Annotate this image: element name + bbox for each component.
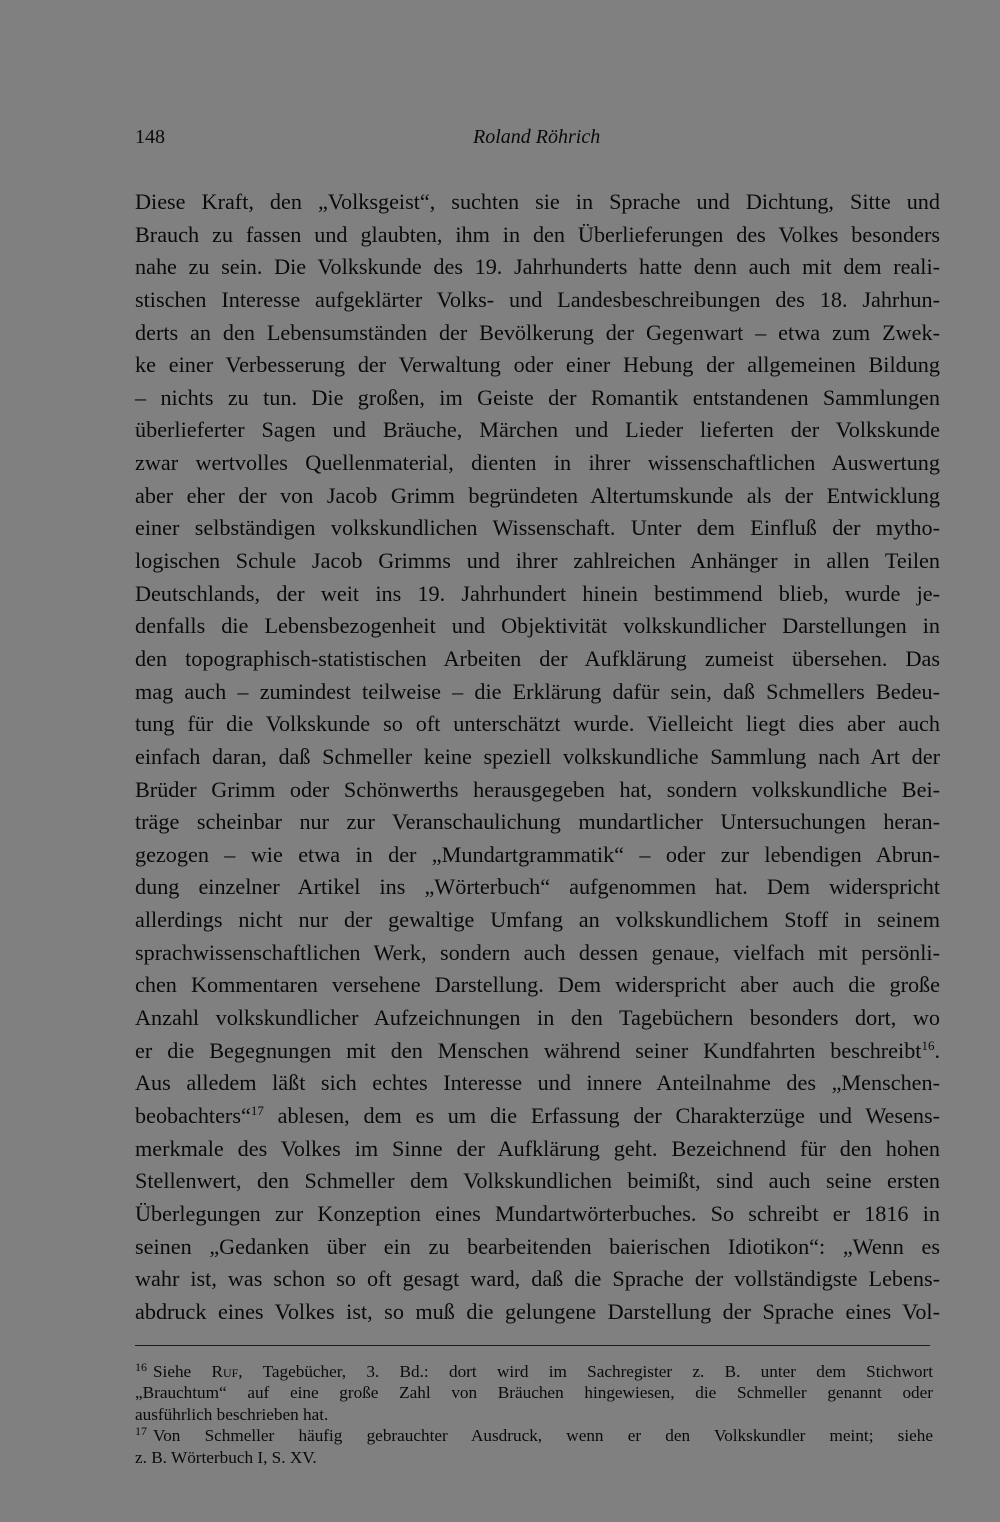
page-header [135, 126, 940, 156]
text-line: derts an den Lebensumständen der Bevölkerung der Gegenwart – etwa zum Zwek- [135, 319, 940, 345]
text-line: denfalls die Lebensbezogenheit und Objektivität volkskundlicher Darstellungen in [135, 613, 940, 639]
text-line: stischen Interesse aufgeklärter Volks- und Landesbeschreibungen des 18. Jahrhun- [135, 286, 940, 312]
footnote-ref-16[interactable]: 16 [921, 1037, 935, 1053]
running-head: Roland Röhrich [473, 126, 601, 148]
text-line: chen Kommentaren versehene Darstellung. Dem widerspricht aber auch die große [135, 972, 940, 998]
footnote-text: , Tagebücher, 3. Bd.: dort wird im Sachregister z. B. unter dem Stichwort [238, 1362, 933, 1381]
text-line: überlieferter Sagen und Bräuche, Märchen und Lieder lieferten der Volkskunde [135, 417, 940, 443]
text-line: träge scheinbar nur zur Veranschaulichung mundartlicher Untersuchungen heran- [135, 809, 940, 835]
text-line: gezogen – wie etwa in der „Mundartgrammatik“ – oder zur lebendigen Abrun- [135, 841, 940, 867]
text-line: Aus alledem läßt sich echtes Interesse und innere Anteilnahme des „Menschen- [135, 1070, 940, 1096]
text-line: Deutschlands, der weit ins 19. Jahrhundert hinein bestimmend blieb, wurde je- [135, 580, 940, 606]
text-line: logischen Schule Jacob Grimms und ihrer zahlreichen Anhänger in allen Teilen [135, 548, 940, 574]
text-line: Stellenwert, den Schmeller dem Volkskundlichen beimißt, sind auch seine ersten [135, 1168, 940, 1194]
footnote-number-16: 16 [135, 1360, 147, 1374]
footnote-ref-17[interactable]: 17 [250, 1102, 264, 1118]
text-line: Brauch zu fassen und glaubten, ihm in den Überlieferungen des Volkes besonders [135, 221, 940, 247]
text-line: dung einzelner Artikel ins „Wörterbuch“ aufgenommen hat. Dem widerspricht [135, 874, 940, 900]
text-line: Anzahl volkskundlicher Aufzeichnungen in den Tagebüchern besonders dort, wo [135, 1005, 940, 1031]
footnote-divider [135, 1345, 930, 1346]
text-line: einfach daran, daß Schmeller keine speziell volkskundliche Sammlung nach Art der [135, 743, 940, 769]
text-line: zwar wertvolles Quellenmaterial, dienten in ihrer wissenschaftlichen Auswertung [135, 450, 940, 476]
text-line: seinen „Gedanken über ein zu bearbeitenden baierischen Idiotikon“: „Wenn es [135, 1233, 940, 1259]
text-line-tail: . [934, 1037, 940, 1063]
text-line-head: beobachters“ [135, 1102, 251, 1128]
footnote-17-line [135, 1425, 933, 1446]
text-line: abdruck eines Volkes ist, so muß die gelungene Darstellung der Sprache eines Vol- [135, 1298, 940, 1324]
main-text [135, 186, 940, 1328]
footnote-16-line [135, 1361, 933, 1382]
text-line: aber eher der von Jacob Grimm begründeten Altertumskunde als der Entwicklung [135, 482, 940, 508]
footnotes [135, 1361, 933, 1468]
page-number: 148 [135, 126, 165, 148]
footnote-text: Siehe [153, 1362, 212, 1381]
text-line: Brüder Grimm oder Schönwerths herausgegeben hat, sondern volkskundliche Bei- [135, 776, 940, 802]
footnote-16-line: „Brauchtum“ auf eine große Zahl von Bräuchen hingewiesen, die Schmeller genannt oder [135, 1383, 933, 1403]
text-line: wahr ist, was schon so oft gesagt ward, daß die Sprache der vollständigste Lebens- [135, 1266, 940, 1292]
footnote-text: Von Schmeller häufig gebrauchter Ausdruck, wenn er den Volkskundler meint; siehe [153, 1426, 933, 1446]
text-line: tung für die Volkskunde so oft unterschätzt wurde. Vielleicht liegt dies aber auch [135, 711, 940, 737]
text-line-content: er die Begegnungen mit den Menschen während seiner Kundfahrten beschreibt [135, 1037, 922, 1063]
text-line: allerdings nicht nur der gewaltige Umfang an volkskundlichem Stoff in seinem [135, 907, 940, 933]
footnote-17-line: z. B. Wörterbuch I, S. XV. [135, 1447, 317, 1467]
text-line: sprachwissenschaftlichen Werk, sondern auch dessen genaue, vielfach mit persönli- [135, 939, 940, 965]
text-line: einer selbständigen volkskundlichen Wissenschaft. Unter dem Einfluß der mytho- [135, 515, 940, 541]
text-line: nahe zu sein. Die Volkskunde des 19. Jahrhunderts hatte denn auch mit dem reali- [135, 254, 940, 280]
text-line: mag auch – zumindest teilweise – die Erklärung dafür sein, daß Schmellers Bedeu- [135, 678, 940, 704]
footnote-16-line: ausführlich beschrieben hat. [135, 1404, 329, 1424]
text-line: Überlegungen zur Konzeption eines Mundartwörterbuches. So schreibt er 1816 in [135, 1200, 940, 1226]
text-line: Diese Kraft, den „Volksgeist“, suchten sie in Sprache und Dichtung, Sitte und [135, 189, 940, 214]
text-line: den topographisch-statistischen Arbeiten der Aufklärung zumeist übersehen. Das [135, 645, 940, 671]
text-line-content: ablesen, dem es um die Erfassung der Charakterzüge und Wesens- [263, 1102, 940, 1128]
text-line: ke einer Verbesserung der Verwaltung oder einer Hebung der allgemeinen Bildung [135, 352, 940, 378]
footnote-author: Ruf [211, 1362, 239, 1381]
footnote-number-17: 17 [135, 1424, 147, 1439]
text-line [135, 1100, 940, 1133]
text-line: merkmale des Volkes im Sinne der Aufklärung geht. Bezeichnend für den hohen [135, 1135, 940, 1161]
text-line [135, 1035, 940, 1068]
text-line: – nichts zu tun. Die großen, im Geiste der Romantik entstandenen Sammlungen [135, 384, 940, 410]
